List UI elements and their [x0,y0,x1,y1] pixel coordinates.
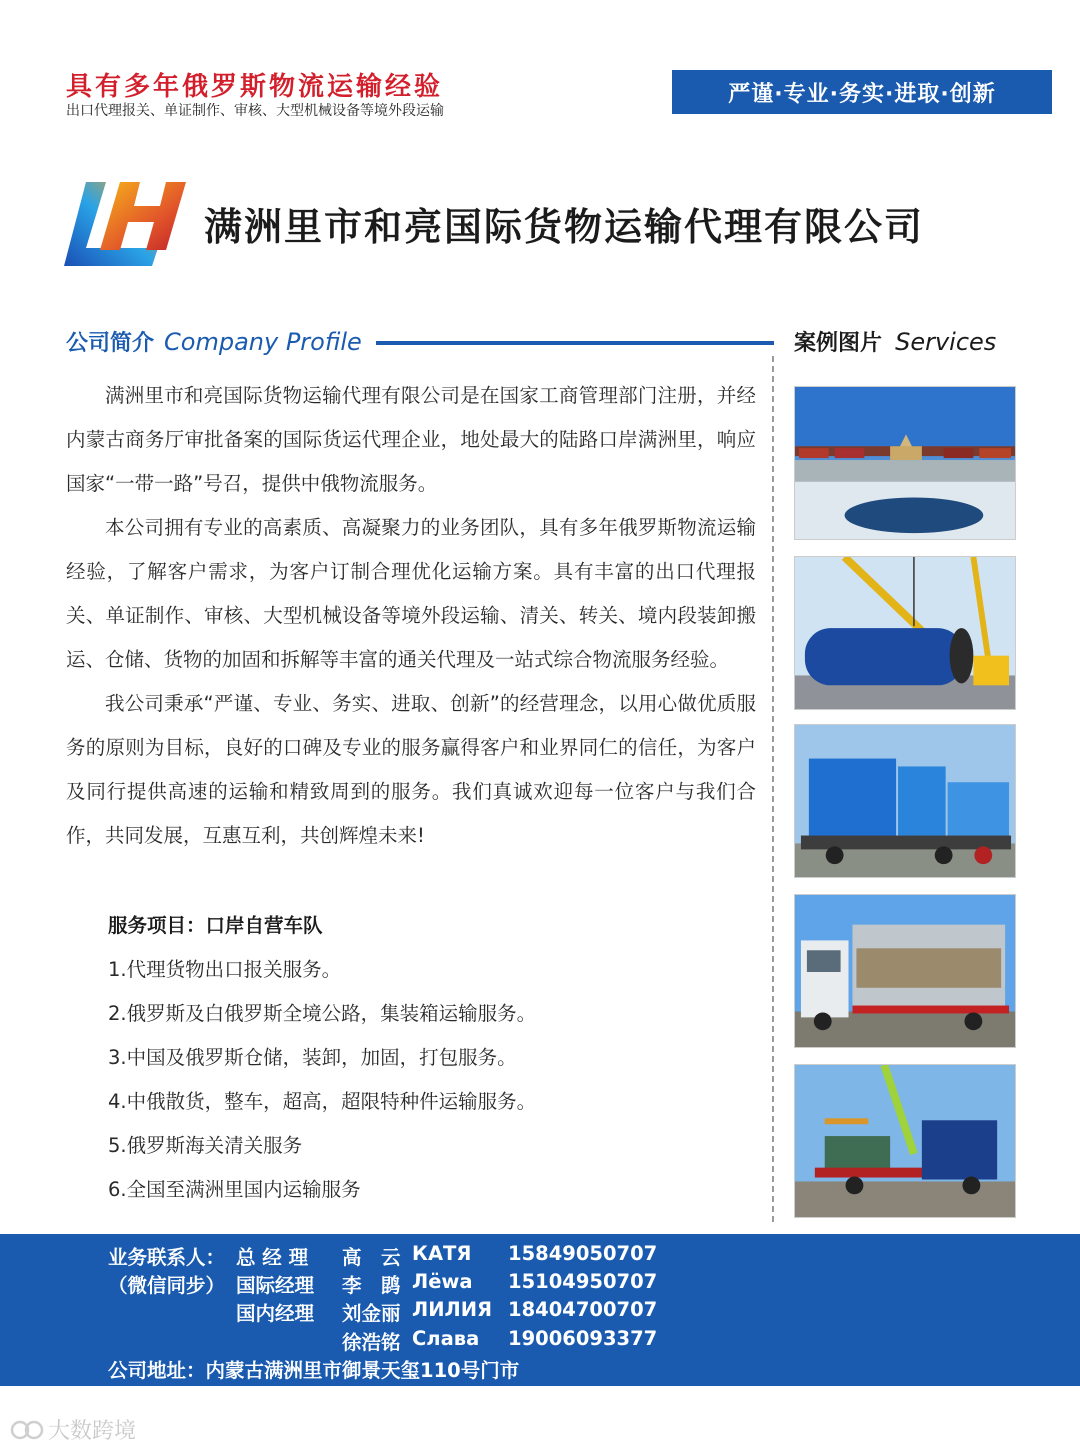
contact-alias: Лёwa [412,1270,473,1293]
contact-phone[interactable]: 18404700707 [508,1298,658,1321]
contact-phone[interactable]: 19006093377 [508,1327,658,1350]
profile-heading-rule [376,341,774,345]
services-list [108,948,536,1212]
contact-footer [0,1234,1080,1386]
profile-body [66,374,756,858]
service-item: 2.俄罗斯及白俄罗斯全境公路，集装箱运输服务。 [108,1002,537,1025]
cases-heading [794,326,996,357]
motto-banner: 严谨·专业·务实·进取·创新 [672,70,1052,114]
wechat-note: （微信同步） [108,1274,226,1297]
contact-role: 国内经理 [236,1302,315,1325]
case-photo-blue-cargo [794,724,1016,878]
service-item: 1.代理货物出口报关服务。 [108,958,342,981]
case-photo-crane-lift [794,556,1016,710]
contact-label: 业务联系人： [108,1246,226,1269]
service-item: 4.中俄散货，整车，超高，超限特种件运输服务。 [108,1090,537,1113]
contact-name: 李 鹍 [342,1274,401,1297]
watermark [10,1414,136,1445]
company-logo [62,178,188,270]
contact-name: 刘金丽 [342,1302,401,1325]
contact-alias: ЛИЛИЯ [412,1298,493,1321]
cases-heading-en: Services [895,328,997,356]
watermark-text: 大数跨境 [48,1419,137,1444]
profile-heading [66,326,362,357]
case-photo-curtain-truck [794,894,1016,1048]
contact-name: 高 云 [342,1246,401,1269]
contact-phone[interactable]: 15849050707 [508,1242,658,1265]
case-photo-loading-truck [794,1064,1016,1218]
contact-alias: КАТЯ [412,1242,472,1265]
company-address: 公司地址：内蒙古满洲里市御景天玺110号门市 [108,1359,520,1382]
company-name: 满洲里市和亮国际货物运输代理有限公司 [204,205,925,249]
profile-paragraph: 满洲里市和亮国际货物运输代理有限公司是在国家工商管理部门注册，并经内蒙古商务厅审批备案的国际货运代理企业，地处最大的陆路口岸满洲里，响应国家“一带一路”号召，提供中俄物流服务。 [66,384,756,495]
contact-name: 徐浩铭 [342,1331,401,1354]
service-item: 5.俄罗斯海关清关服务 [108,1134,303,1157]
contact-alias: Слава [412,1327,480,1350]
profile-paragraph: 本公司拥有专业的高素质、高凝聚力的业务团队，具有多年俄罗斯物流运输经验，了解客户需求，为客户订制合理优化运输方案。具有丰富的出口代理报关、单证制作、审核、大型机械设备等境外段运输、清关、转关、境内段装卸搬运、仓储、货物的加固和拆解等丰富的通关代理及一站式综合物流服务经验。 [66,516,756,671]
profile-heading-en: Company Profile [164,327,362,356]
cases-heading-cn: 案例图片 [794,331,883,356]
header-tagline: 具有多年俄罗斯物流运输经验 [66,72,444,102]
profile-heading-cn: 公司简介 [66,331,155,356]
service-item: 6.全国至满洲里国内运输服务 [108,1178,361,1201]
watermark-logo-icon [10,1415,44,1445]
contact-role: 国际经理 [236,1274,315,1297]
profile-paragraph: 我公司秉承“严谨、专业、务实、进取、创新”的经营理念，以用心做优质服务的原则为目标，良好的口碑及专业的服务赢得客户和业界同仁的信任，为客户及同行提供高速的运输和精致周到的服务。我们真诚欢迎每一位客户与我们合作，共同发展，互惠互利，共创辉煌未来! [66,692,756,847]
services-title: 服务项目：口岸自营车队 [108,914,323,937]
contact-phone[interactable]: 15104950707 [508,1270,658,1293]
contact-role: 总 经 理 [236,1246,309,1269]
header-sub-tagline: 出口代理报关、单证制作、审核、大型机械设备等境外段运输 [66,103,444,119]
column-divider [772,356,774,1222]
case-photo-truck-yard [794,386,1016,540]
service-item: 3.中国及俄罗斯仓储，装卸，加固，打包服务。 [108,1046,517,1069]
